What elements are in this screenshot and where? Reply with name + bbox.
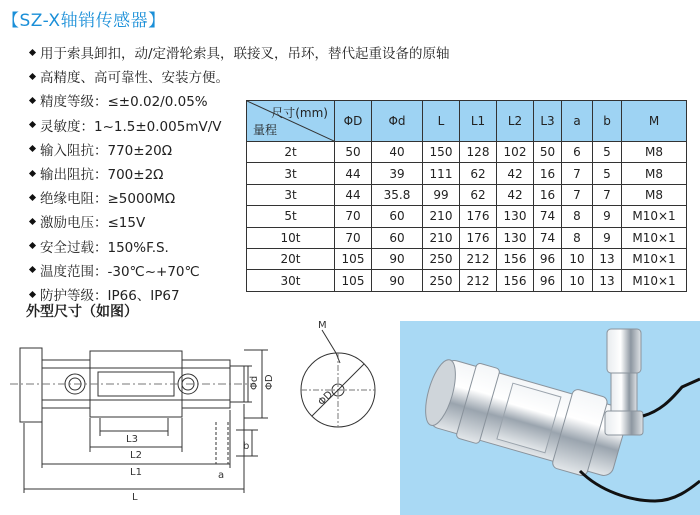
table-cell: 7: [593, 184, 622, 205]
col-header: L2: [497, 101, 534, 142]
table-cell: 250: [423, 248, 460, 269]
table-cell: 7: [562, 163, 593, 184]
table-cell: 130: [497, 206, 534, 227]
feature-item: 输出阻抗：700±2Ω: [30, 163, 450, 187]
table-cell: 7: [562, 184, 593, 205]
table-cell: 44: [335, 163, 372, 184]
table-cell: 150: [423, 142, 460, 163]
table-cell: 99: [423, 184, 460, 205]
pin-middle-section: [90, 351, 182, 417]
table-cell: 10: [562, 248, 593, 269]
bullet-icon: [29, 169, 36, 176]
bullet-icon: [29, 242, 36, 249]
table-cell: 9: [593, 206, 622, 227]
col-header: b: [593, 101, 622, 142]
table-cell: 105: [335, 248, 372, 269]
table-cell: M8: [622, 184, 687, 205]
table-cell: 90: [372, 248, 423, 269]
table-cell: 42: [497, 184, 534, 205]
dim-phi-D-label: ΦD: [264, 374, 275, 390]
dim-l-label: L: [132, 492, 138, 503]
header-corner: [247, 101, 335, 142]
feature-item: 温度范围：-30℃~+70℃: [30, 260, 450, 284]
table-cell: M8: [622, 163, 687, 184]
table-cell: 60: [372, 227, 423, 248]
table-cell: 9: [593, 227, 622, 248]
table-cell: 74: [534, 227, 562, 248]
table-cell: M10×1: [622, 227, 687, 248]
table-row: [247, 270, 687, 291]
table-cell: 130: [497, 227, 534, 248]
table-cell: 70: [335, 206, 372, 227]
table-cell: M10×1: [622, 248, 687, 269]
table-cell: 13: [593, 248, 622, 269]
feature-item: 精度等级：≤±0.02/0.05%: [30, 90, 450, 114]
table-cell: 8: [562, 227, 593, 248]
table-cell: 96: [534, 270, 562, 291]
table-cell: 5: [593, 142, 622, 163]
table-cell: 250: [423, 270, 460, 291]
table-cell: 176: [460, 206, 497, 227]
table-cell: 13: [593, 270, 622, 291]
col-header: L: [423, 101, 460, 142]
col-header: L1: [460, 101, 497, 142]
dimensions-heading: 外型尺寸（如图）: [26, 304, 138, 320]
table-cell: 5: [593, 163, 622, 184]
dimension-drawing: [0, 318, 400, 515]
feature-item: 绝缘电阻：≥5000MΩ: [30, 187, 450, 211]
table-cell: 35.8: [372, 184, 423, 205]
table-cell: M10×1: [622, 270, 687, 291]
left-flange: [20, 348, 42, 422]
table-row: [247, 184, 687, 205]
table-cell: 105: [335, 270, 372, 291]
table-row: [247, 227, 687, 248]
dim-l3-label: L3: [126, 434, 138, 445]
table-cell: 102: [497, 142, 534, 163]
range-cell: 2t: [247, 142, 335, 163]
feature-item: 高精度、高可靠性、安装方便。: [30, 66, 450, 90]
table-cell: 70: [335, 227, 372, 248]
table-cell: M10×1: [622, 206, 687, 227]
table-cell: 6: [562, 142, 593, 163]
table-cell: 212: [460, 248, 497, 269]
table-cell: 40: [372, 142, 423, 163]
table-cell: 128: [460, 142, 497, 163]
corner-bottom-label: 量程: [253, 123, 278, 137]
bullet-icon: [29, 145, 36, 152]
range-cell: 5t: [247, 206, 335, 227]
bullet-icon: [29, 290, 36, 297]
feature-item: 安全过载：150%F.S.: [30, 236, 450, 260]
dim-m-label: M: [318, 320, 327, 331]
table-cell: 39: [372, 163, 423, 184]
table-cell: 50: [534, 142, 562, 163]
table-cell: 210: [423, 206, 460, 227]
table-row: [247, 163, 687, 184]
feature-item: 输入阻抗：770±20Ω: [30, 139, 450, 163]
table-row: [247, 142, 687, 163]
product-photo: [400, 321, 700, 515]
range-cell: 20t: [247, 248, 335, 269]
table-cell: 16: [534, 163, 562, 184]
page-title: 【SZ-X轴销传感器】: [2, 11, 166, 31]
dim-end-phi-D-label: ΦD: [316, 389, 336, 409]
table-cell: 44: [335, 184, 372, 205]
bullet-icon: [29, 121, 36, 128]
dim-l1-label: L1: [130, 467, 142, 478]
table-cell: 111: [423, 163, 460, 184]
spec-table-header: [247, 101, 687, 142]
table-cell: 156: [497, 248, 534, 269]
dim-phi-d-label: Φd: [249, 375, 260, 390]
col-header: a: [562, 101, 593, 142]
feature-item: 激励电压：≤15V: [30, 211, 450, 235]
table-row: [247, 248, 687, 269]
col-header: ΦD: [335, 101, 372, 142]
col-header: L3: [534, 101, 562, 142]
feature-item: 防护等级：IP66、IP67: [30, 284, 450, 308]
range-cell: 30t: [247, 270, 335, 291]
bullet-icon: [29, 73, 36, 80]
table-cell: 176: [460, 227, 497, 248]
table-cell: 60: [372, 206, 423, 227]
range-cell: 3t: [247, 163, 335, 184]
table-cell: 74: [534, 206, 562, 227]
table-cell: 156: [497, 270, 534, 291]
table-cell: 16: [534, 184, 562, 205]
dim-b-label: b: [243, 441, 250, 452]
range-cell: 10t: [247, 227, 335, 248]
table-cell: 8: [562, 206, 593, 227]
spec-table: [246, 100, 687, 292]
table-cell: 212: [460, 270, 497, 291]
col-header: M: [622, 101, 687, 142]
table-cell: 96: [534, 248, 562, 269]
bullet-icon: [29, 266, 36, 273]
table-cell: 50: [335, 142, 372, 163]
dim-l2-label: L2: [130, 450, 142, 461]
table-cell: 62: [460, 163, 497, 184]
table-cell: 62: [460, 184, 497, 205]
table-cell: 10: [562, 270, 593, 291]
bullet-icon: [29, 97, 36, 104]
table-cell: 210: [423, 227, 460, 248]
bullet-icon: [29, 48, 36, 55]
dim-a-label: a: [218, 470, 225, 481]
table-row: [247, 206, 687, 227]
table-cell: 90: [372, 270, 423, 291]
table-cell: M8: [622, 142, 687, 163]
feature-item: 灵敏度：1~1.5±0.005mV/V: [30, 115, 450, 139]
bullet-icon: [29, 194, 36, 201]
feature-item: 用于索具卸扣，动/定滑轮索具，联接叉，吊环，替代起重设备的原轴: [30, 42, 450, 66]
table-cell: 42: [497, 163, 534, 184]
col-header: Φd: [372, 101, 423, 142]
range-cell: 3t: [247, 184, 335, 205]
corner-top-label: 尺寸(mm): [271, 106, 328, 120]
bullet-icon: [29, 218, 36, 225]
